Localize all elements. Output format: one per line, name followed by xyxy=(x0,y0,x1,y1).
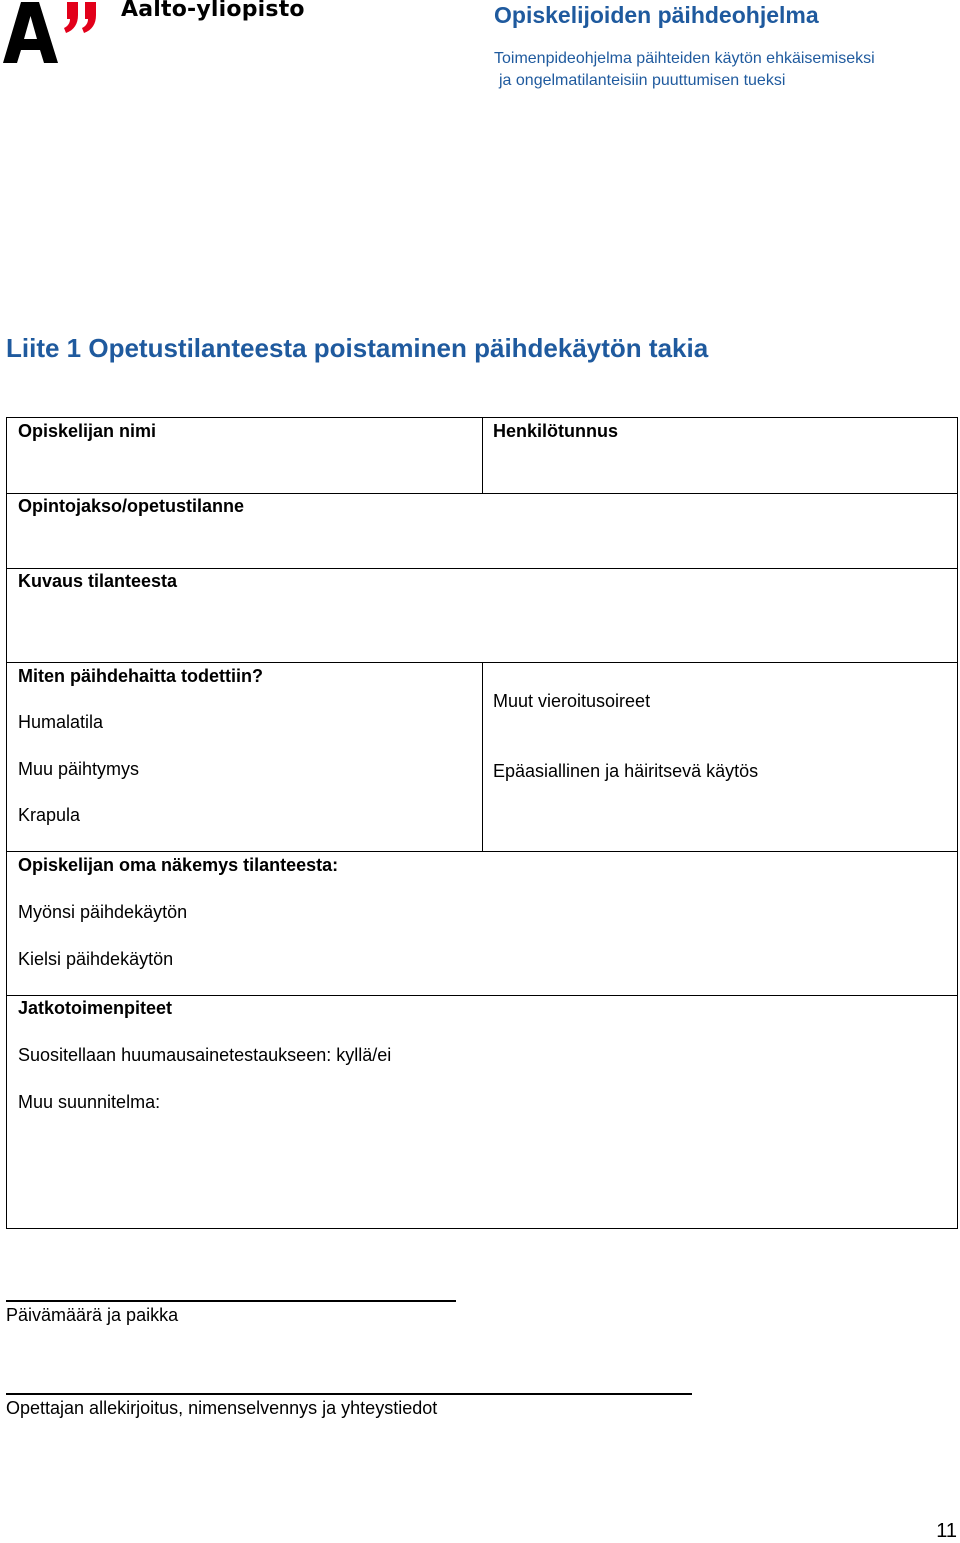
option-denied-use[interactable]: Kielsi päihdekäytön xyxy=(18,949,174,969)
option-withdrawal-symptoms[interactable]: Muut vieroitusoireet xyxy=(493,691,651,711)
followup-other-plan[interactable]: Muu suunnitelma: xyxy=(18,1092,161,1112)
document-title: Opiskelijoiden päihdeohjelma xyxy=(494,2,819,28)
logo-text: Aalto-yliopisto xyxy=(121,0,305,22)
option-inappropriate-behavior[interactable]: Epäasiallinen ja häiritsevä käytös xyxy=(493,761,759,781)
option-admitted-use[interactable]: Myönsi päihdekäytön xyxy=(18,902,188,922)
row-divider xyxy=(7,851,957,852)
option-hangover[interactable]: Krapula xyxy=(18,805,81,825)
personal-id-field[interactable]: Henkilötunnus xyxy=(493,421,618,441)
date-place-line[interactable] xyxy=(6,1300,456,1302)
teacher-signature-label: Opettajan allekirjoitus, nimenselvennys ja yhteystiedot xyxy=(6,1398,438,1418)
description-field[interactable]: Kuvaus tilanteesta xyxy=(18,571,178,591)
student-name-field[interactable]: Opiskelijan nimi xyxy=(18,421,157,441)
followup-drug-test[interactable]: Suositellaan huumausainetestaukseen: kyllä/ei xyxy=(18,1045,392,1065)
option-intoxication[interactable]: Humalatila xyxy=(18,712,104,732)
form-table xyxy=(6,417,958,1229)
document-subtitle-line-2: ja ongelmatilanteisiin puuttumisen tueksi xyxy=(499,72,786,89)
detection-question: Miten päihdehaitta todettiin? xyxy=(18,666,263,686)
row-divider xyxy=(7,995,957,996)
logo-quote-mark-1 xyxy=(64,2,78,33)
row-divider xyxy=(7,493,957,494)
student-view-label: Opiskelijan oma näkemys tilanteesta: xyxy=(18,855,339,875)
logo-quote-mark-2 xyxy=(82,2,96,33)
page-number: 11 xyxy=(936,1520,957,1542)
course-field[interactable]: Opintojakso/opetustilanne xyxy=(18,496,245,516)
teacher-signature-line[interactable] xyxy=(6,1393,692,1395)
page-heading: Liite 1 Opetustilanteesta poistaminen päihdekäytön takia xyxy=(6,333,709,363)
document-subtitle-line-1: Toimenpideohjelma päihteiden käytön ehkäisemiseksi xyxy=(494,50,875,67)
aalto-logo xyxy=(3,2,103,64)
column-divider xyxy=(482,662,483,851)
date-place-label: Päivämäärä ja paikka xyxy=(6,1305,179,1325)
followup-label: Jatkotoimenpiteet xyxy=(18,998,173,1018)
option-other-intoxication[interactable]: Muu päihtymys xyxy=(18,759,140,779)
column-divider xyxy=(482,418,483,493)
row-divider xyxy=(7,568,957,569)
